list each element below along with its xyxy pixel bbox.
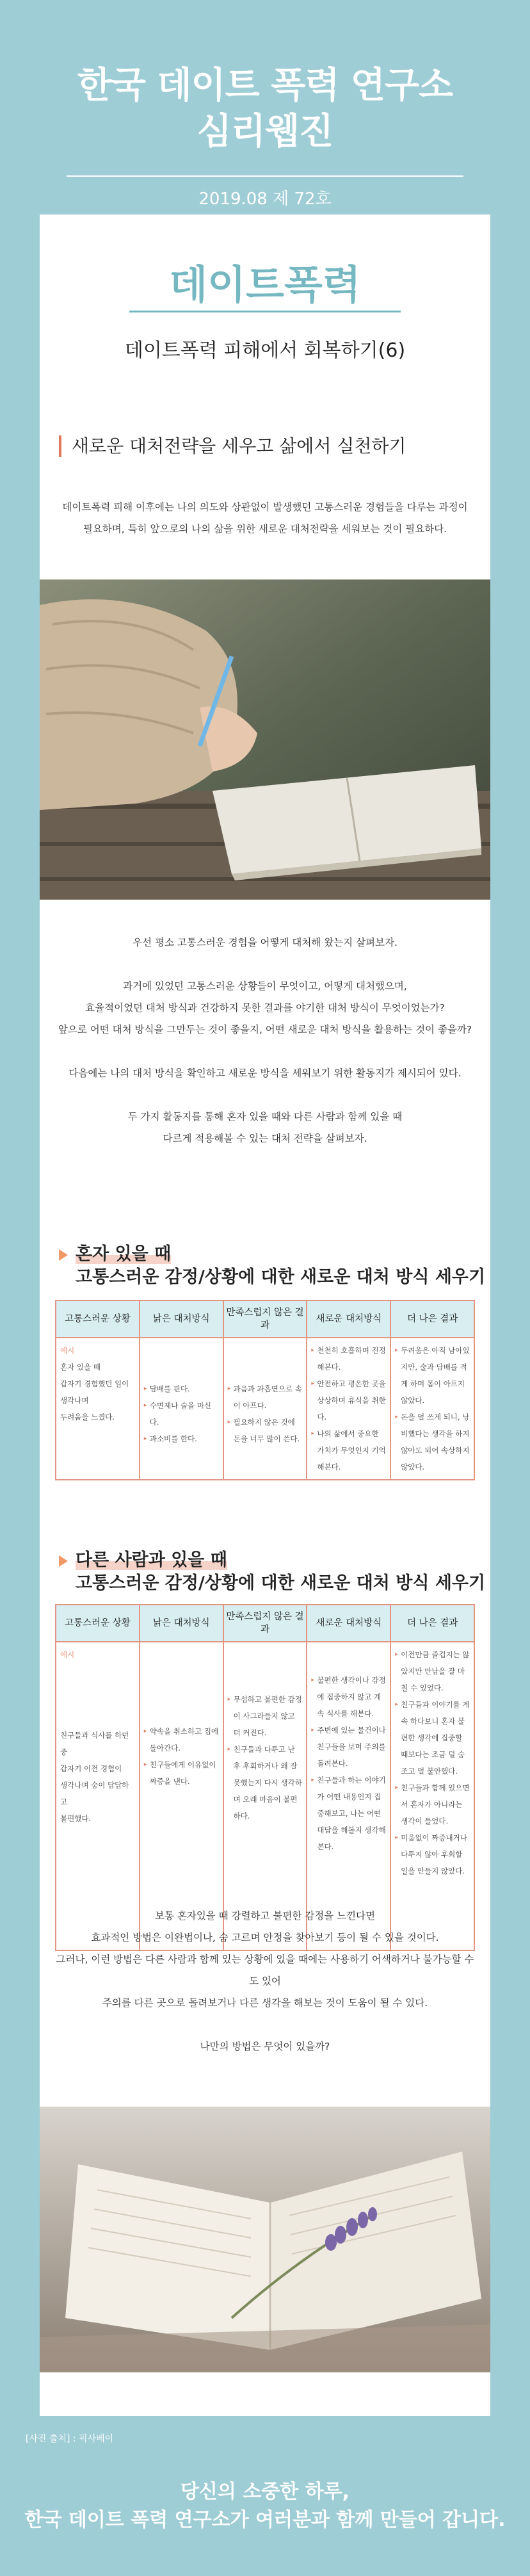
footer-line2: 한국 데이트 폭력 연구소가 여러분과 함께 만들어 갑니다. (24, 2509, 506, 2531)
situation-lines (60, 1663, 135, 1827)
example-label: 예시 (60, 1650, 75, 1659)
worksheet-title: 고통스러운 감정/상황에 대한 새로운 대처 방식 세우기 (76, 1267, 486, 1287)
column-header: 새로운 대처방식 (307, 1300, 390, 1338)
cell-line: 생각나며 (60, 1396, 89, 1405)
list-item: ▸ 주변에 있는 물건이나 친구들을 보며 주의를 돌려본다. (311, 1722, 386, 1772)
bad-result-cell (223, 1338, 307, 1480)
list-item: ▸ 필요하지 않은 것에 돈을 너무 많이 쓴다. (228, 1414, 303, 1447)
header-divider (67, 175, 463, 177)
footer-message (0, 2478, 530, 2534)
cell-line: 두려움을 느꼈다. (60, 1413, 115, 1422)
column-header: 새로운 대처방식 (307, 1605, 390, 1642)
worksheet-others-table (55, 1604, 475, 1951)
body-line: 효율적이었던 대처 방식과 건강하지 못한 결과를 야기한 대처 방식이 무엇이었는가? (85, 1002, 445, 1014)
cell-line: 불편했다. (60, 1814, 92, 1823)
bad-result-cell (223, 1642, 307, 1950)
footer-line1: 당신의 소중한 하루, (180, 2481, 350, 2503)
list-item: ▸ 미움없이 짜증내거나 다투지 않아 후회할 일을 만들지 않았다. (395, 1829, 470, 1879)
old-coping-cell (140, 1642, 223, 1950)
list-item: ▸ 불편한 생각이나 감정에 집중하지 않고 계속 식사를 해본다. (311, 1672, 386, 1722)
new-coping-list (311, 1646, 386, 1855)
situation-cell (56, 1642, 140, 1950)
article-card (40, 215, 490, 2416)
new-coping-cell (307, 1642, 390, 1950)
worksheet-others-heading (59, 1550, 485, 1596)
list-item: ▸ 천천히 호흡하며 진정해본다. (311, 1342, 386, 1375)
table-header-row (56, 1300, 474, 1338)
list-item: ▸ 나의 삶에서 중요한 가치가 무엇인지 기억해본다. (311, 1425, 386, 1475)
worksheet-alone-heading (59, 1243, 485, 1290)
article-subtitle: 데이트폭력 피해에서 회복하기(6) (124, 339, 406, 362)
new-coping-cell (307, 1338, 390, 1480)
issue-label: 2019.08 제 72호 (198, 190, 332, 209)
worksheet-tag-text: 다른 사람과 있을 때 (76, 1550, 227, 1570)
closing-line: 보통 혼자있을 때 강렬하고 불편한 감정을 느낀다면 (155, 1910, 375, 1922)
column-header: 더 나은 결과 (390, 1300, 474, 1338)
closing-line: 효과적인 방법은 이완법이나, 숨 고르며 안정을 찾아보기 등이 될 수 있을 것이다. (91, 1932, 439, 1943)
body-line: 두 가지 활동지를 통해 혼자 있을 때와 다른 사람과 함께 있을 때 (127, 1111, 403, 1122)
closing-line: 주의를 다른 곳으로 돌려보거나 다른 생각을 해보는 것이 도움이 될 수 있다. (102, 1997, 428, 2009)
list-item: ▸ 친구들과 이야기를 계속 하다보니 혼자 불편한 생각에 집중할 때보다는 조금 덜 숨조고 덜 불안했다. (395, 1696, 470, 1779)
magazine-title-line1: 한국 데이트 폭력 연구소 (77, 65, 453, 106)
intro-line: 필요하며, 특히 앞으로의 나의 삶을 위한 새로운 대처전략을 세워보는 것이 필요하다. (83, 523, 447, 535)
list-item: ▸ 돈을 덜 쓰게 되니, 낭비했다는 생각을 하지 않아도 되어 속상하지 않았다. (395, 1409, 470, 1475)
list-item: ▸ 이전만큼 즐겁지는 않았지만 만남을 잘 마칠 수 있었다. (395, 1646, 470, 1696)
old-coping-list (144, 1646, 219, 1790)
intro-line: 데이트폭력 피해 이후에는 나의 의도와 상관없이 발생했던 고통스러운 경험들을 다루는 과정이 (62, 501, 468, 513)
writing-photo-illustration (40, 579, 490, 900)
worksheet-tag (59, 1243, 485, 1265)
intro-paragraph (55, 496, 475, 540)
magazine-title (0, 63, 530, 155)
category-underline (129, 311, 401, 312)
list-item: ▸ 과음과 과흡연으로 속이 아프다. (228, 1381, 303, 1414)
body-line: 다음에는 나의 대처 방식을 확인하고 새로운 방식을 세워보기 위한 활동지가 제시되어 있다. (68, 1067, 462, 1079)
closing-line: 그러나, 이런 방법은 다른 사람과 함께 있는 상황에 있을 때에는 사용하기 어색하거나 불가능할 수도 있어 (56, 1954, 474, 1987)
list-item: ▸ 무섭하고 불편한 감정이 사그라들지 않고 더 커진다. (228, 1691, 303, 1741)
column-header: 고통스러운 상황 (56, 1300, 140, 1338)
list-item: ▸ 수면제나 술을 마신다. (144, 1397, 219, 1430)
cell-line: 갑자기 이전 경험이 (60, 1764, 122, 1773)
list-item: ▸ 친구들과 다투고 난 후 후회하거나 왜 잘못했는지 다시 생각하며 오래 마음이 불편하다. (228, 1741, 303, 1824)
list-item: ▸ 두려움은 아직 남아있지만, 술과 담배를 적게 하며 몸이 아프지 않았다. (395, 1342, 470, 1409)
body-line (55, 953, 475, 975)
worksheet-title: 고통스러운 감정/상황에 대한 새로운 대처 방식 세우기 (76, 1573, 486, 1593)
cell-line: 혼자 있을 때 (60, 1363, 100, 1372)
orange-triangle-icon (59, 1249, 68, 1261)
better-result-list (395, 1646, 470, 1879)
section-title (59, 435, 406, 457)
magazine-header (0, 0, 530, 215)
worksheet-tag-text: 혼자 있을 때 (76, 1244, 172, 1264)
better-result-cell (390, 1338, 474, 1480)
cell-line: 갑자기 경험했던 일이 (60, 1379, 129, 1388)
column-header: 고통스러운 상황 (56, 1605, 140, 1642)
list-item: ▸ 안전하고 평온한 곳을 상상하며 휴식을 취한다. (311, 1375, 386, 1425)
cell-line: 생각나며 숨이 답답하고 (60, 1781, 129, 1806)
worksheet-alone-table (55, 1300, 475, 1480)
body-line (55, 1084, 475, 1106)
bad-result-list (228, 1342, 303, 1447)
photo-credit: [사진 출처] : 픽사베이 (26, 2434, 114, 2444)
section-title-text: 새로운 대처전략을 세우고 삶에서 실천하기 (72, 435, 406, 457)
table-header-row (56, 1605, 474, 1642)
column-header: 만족스럽지 않은 결과 (223, 1605, 307, 1642)
writing-photo (40, 579, 490, 900)
list-item: ▸ 약속을 취소하고 집에 돌아간다. (144, 1723, 219, 1756)
cell-line: 친구들과 식사를 하던 중 (60, 1731, 129, 1756)
body-line: 우선 평소 고통스러운 경험을 어떻게 대처해 왔는지 살펴보자. (132, 937, 398, 948)
book-lavender-illustration (40, 2107, 490, 2372)
list-item: ▸ 친구들과 함께 있으면서 혼자가 아니라는 생각이 들었다. (395, 1779, 470, 1829)
book-lavender-photo (40, 2107, 490, 2372)
magazine-title-line2: 심리웹진 (197, 111, 333, 152)
situation-cell (56, 1338, 140, 1480)
worksheet-tag (59, 1550, 485, 1571)
column-header: 더 나은 결과 (390, 1605, 474, 1642)
better-result-list (395, 1342, 470, 1475)
example-label: 예시 (60, 1346, 75, 1355)
closing-paragraph (55, 1905, 475, 2057)
old-coping-cell (140, 1338, 223, 1480)
list-item: ▸ 담배를 핀다. (144, 1381, 219, 1397)
column-header: 낡은 대처방식 (140, 1300, 223, 1338)
closing-line: 나만의 방법은 무엇이 있을까? (200, 2041, 330, 2052)
category-title: 데이트폭력 (169, 261, 361, 308)
new-coping-list (311, 1342, 386, 1475)
body-paragraph (55, 932, 475, 1149)
column-header: 낡은 대처방식 (140, 1605, 223, 1642)
old-coping-list (144, 1342, 219, 1447)
list-item: ▸ 친구들에게 이유없이 짜증을 낸다. (144, 1756, 219, 1790)
table-row (56, 1338, 474, 1480)
closing-line (55, 2014, 475, 2036)
list-item: ▸ 친구들과 하는 이야기가 어떤 내용인지 집중해보고, 나는 어떤 대답을 해볼지 생각해본다. (311, 1772, 386, 1855)
body-line (55, 1041, 475, 1062)
body-line: 과거에 있었던 고통스러운 상황들이 무엇이고, 어떻게 대처했으며, (123, 980, 407, 992)
body-line: 앞으로 어떤 대처 방식을 그만두는 것이 좋을지, 어떤 새로운 대처 방식을 활용하는 것이 좋을까? (58, 1024, 472, 1035)
orange-triangle-icon (59, 1555, 68, 1567)
better-result-cell (390, 1642, 474, 1950)
table-row (56, 1642, 474, 1950)
body-line: 다르게 적용해볼 수 있는 대처 전략을 살펴보자. (163, 1133, 367, 1144)
column-header: 만족스럽지 않은 결과 (223, 1300, 307, 1338)
list-item: ▸ 과소비를 한다. (144, 1430, 219, 1447)
bad-result-list (228, 1646, 303, 1824)
